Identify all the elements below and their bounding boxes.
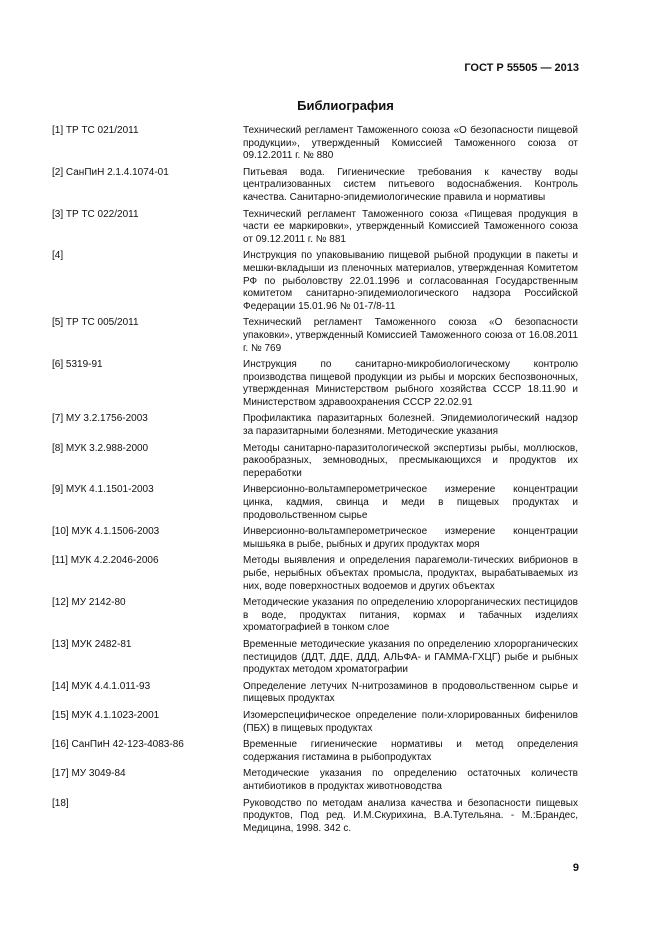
entry-description: Технический регламент Таможенного союза «О безопасности упаковки», утвержденный Комиссией Таможенного союза от 16.08.2011 г. № 769 [243,317,578,354]
page-number: 9 [572,862,579,874]
entry-reference: [8] МУК 3.2.988-2000 [52,442,149,454]
entry-description: Методы выявления и определения парагемоли-тических вибрионов в рыбе, нерыбных объектах промысла, продуктах, вырабатываемых из них, воде поверхностных водоемов и других объектах [243,555,578,592]
bibliography-entry [52,798,578,836]
entry-reference: [15] МУК 4.1.1023-2001 [52,709,160,721]
bibliography-list [52,125,578,839]
entry-reference: [18] [52,797,69,809]
entry-reference: [16] СанПиН 42-123-4083-86 [52,739,184,751]
entry-description: Методы санитарно-паразитологической экспертизы рыбы, моллюсков, ракообразных, земноводных, пресмыкающихся и продуктов их переработки [243,442,578,479]
entry-reference: [5] ТР ТС 005/2011 [52,317,139,329]
bibliography-entry [52,359,578,409]
bibliography-entry [52,317,578,355]
bibliography-entry [52,681,578,706]
entry-description: Технический регламент Таможенного союза «О безопасности пищевой продукции», утвержденный Комиссией Таможенного союза от 09.12.2011 г. № 880 [243,125,578,162]
entry-description: Методические указания по определению хлорорганических пестицидов в воде, продуктах питания, кормах и табачных изделиях хроматографией в тонком слое [243,597,578,634]
bibliography-entry [52,209,578,247]
entry-description: Определение летучих N-нитрозаминов в продовольственном сырье и пищевых продуктах [243,680,578,705]
bibliography-entry [52,167,578,205]
entry-reference: [2] СанПиН 2.1.4.1074-01 [52,166,169,178]
bibliography-entry [52,768,578,793]
entry-description: Инструкция по санитарно-микробиологическому контролю производства пищевой продукции из рыбы и морских беспозвоночных, утвержденная Министерством рыбного хозяйства СССР 18.11.90 и Министерством здравоохранения СССР 22.02.91 [243,359,578,408]
entry-description: Профилактика паразитарных болезней. Эпидемиологический надзор за паразитарными болезнями. Методические указания [243,413,578,438]
bibliography-entry [52,639,578,677]
bibliography-entry [52,484,578,522]
entry-description: Инверсионно-вольтамперометрическое измерение концентрации мышьяка в рыбе, рыбных и других продуктах моря [243,526,578,550]
bibliography-entry [52,413,578,438]
entry-reference: [13] МУК 2482-81 [52,638,132,650]
bibliography-entry [52,443,578,481]
entry-reference: [3] ТР ТС 022/2011 [52,208,139,220]
entry-reference: [11] МУК 4.2.2046-2006 [52,555,159,567]
entry-description: Питьевая вода. Гигиенические требования к качеству воды централизованных систем питьевого водоснабжения. Контроль качества. Санитарно-эпидемиологические правила и нормативы [243,166,578,203]
bibliography-entry [52,555,578,593]
entry-reference: [7] МУ 3.2.1756-2003 [52,413,148,425]
entry-description: Инструкция по упаковыванию пищевой рыбной продукции в пакеты и мешки-вкладыши из пленочных материалов, утвержденная Комитетом РФ по рыболовству 22.01.1996 и согласованная Государственным комитетом санитарно-эпидемиологического надзора Российской Федерации 15.01.96 № 01-7/8-11 [243,250,578,312]
entry-description: Методические указания по определению остаточных количеств антибиотиков в продуктах животноводства [243,768,578,792]
entry-reference: [17] МУ 3049-84 [52,768,126,780]
entry-reference: [4] [52,250,64,262]
entry-description: Инверсионно-вольтамперометрическое измерение концентрации цинка, кадмия, свинца и меди в пищевых продуктах и продовольственном сырье [243,484,578,521]
document-header: ГОСТ Р 55505 — 2013 [464,62,579,74]
entry-reference: [14] МУК 4.4.1.011-93 [52,680,151,692]
entry-reference: [12] МУ 2142-80 [52,597,126,609]
entry-reference: [6] 5319-91 [52,359,103,371]
bibliography-entry [52,526,578,551]
entry-reference: [1] ТР ТС 021/2011 [52,125,139,136]
bibliography-entry [52,710,578,735]
entry-reference: [9] МУК 4.1.1501-2003 [52,484,154,496]
bibliography-entry [52,597,578,635]
entry-description: Технический регламент Таможенного союза «Пищевая продукция в части ее маркировки», утвержденный Комиссией Таможенного союза от 09.12.2011 г. № 881 [243,208,578,245]
section-title: Библиография [297,98,394,113]
bibliography-entry [52,250,578,313]
entry-description: Изомерспецифическое определение поли-хлорированных бифенилов (ПБХ) в пищевых продуктах [243,709,578,734]
entry-description: Руководство по методам анализа качества и безопасности пищевых продуктов, Под ред. И.М.Скурихина, В.А.Тутельяна. - М.:Брандес, Медицина, 1998. 342 с. [243,797,578,834]
entry-description: Временные методические указания по определению хлорорганических пестицидов (ДДТ, ДДЕ, ДДД, АЛЬФА- и ГАММА-ГХЦГ) рыбе и рыбных продуктах методом хроматографии [243,638,578,676]
bibliography-entry [52,125,578,163]
bibliography-entry [52,739,578,764]
entry-reference: [10] МУК 4.1.1506-2003 [52,526,160,538]
entry-description: Временные гигиенические нормативы и метод определения содержания гистамина в рыбопродуктах [243,739,578,763]
